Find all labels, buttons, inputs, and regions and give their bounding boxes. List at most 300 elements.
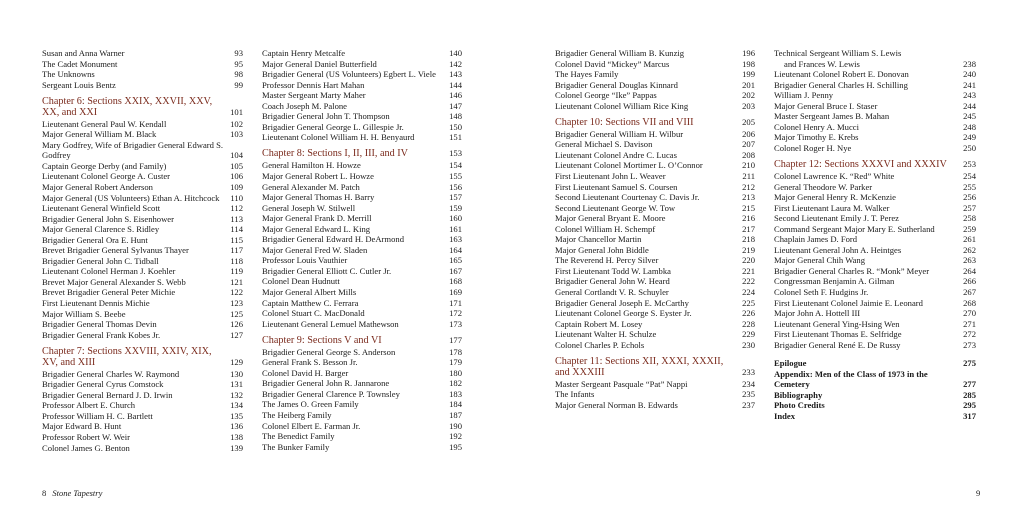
page-number: 221 xyxy=(742,265,755,276)
entry-title: Brigadier General Ora E. Hunt xyxy=(42,234,148,245)
entry-title: Professor Albert E. Church xyxy=(42,400,136,411)
toc-entry xyxy=(42,443,243,454)
page-number: 244 xyxy=(963,100,976,111)
entry-title: Major General Robert Anderson xyxy=(42,181,153,192)
entry-title: Major General Fred W. Sladen xyxy=(262,244,368,255)
entry-title: Brevet Brigadier General Peter Michie xyxy=(42,287,176,298)
entry-title: The Benedict Family xyxy=(262,431,335,442)
left-page-footer xyxy=(42,488,102,498)
entry-title: Epilogue xyxy=(774,358,807,369)
page-number: 113 xyxy=(230,213,243,224)
page-number: 150 xyxy=(449,121,462,132)
entry-title: Mary Godfrey, Wife of Brigadier General Edward S. Godfrey xyxy=(42,139,224,161)
toc-entry xyxy=(555,48,755,59)
entry-title: Colonel Stuart C. MacDonald xyxy=(262,308,365,319)
page-number: 151 xyxy=(449,132,462,143)
page-number: 169 xyxy=(449,286,462,297)
toc-entry xyxy=(42,256,243,267)
spacer xyxy=(774,350,976,358)
entry-title: General Michael S. Davison xyxy=(555,139,653,150)
page-number: 171 xyxy=(449,297,462,308)
entry-title: Brigadier General William H. Wilbur xyxy=(555,128,684,139)
toc-entry xyxy=(555,340,755,351)
page-number: 161 xyxy=(449,223,462,234)
entry-title: Brigadier General John T. Thompson xyxy=(262,111,390,122)
entry-title: Brigadier General (US Volunteers) Egbert L. Viele xyxy=(262,69,436,80)
chapter-title: Chapter 7: Sections XXVIII, XXIV, XIX, XV, and XIII xyxy=(42,345,212,368)
right-page-number: 9 xyxy=(976,488,981,498)
page-number: 164 xyxy=(449,244,462,255)
page-number: 237 xyxy=(742,399,755,410)
entry-title: First Lieutenant Colonel Jaimie E. Leonard xyxy=(774,297,923,308)
entry-title: The Infants xyxy=(555,389,595,400)
page-number: 206 xyxy=(742,128,755,139)
toc-entry xyxy=(262,255,462,266)
entry-title: Brigadier General Bernard J. D. Irwin xyxy=(42,389,173,400)
toc-entry xyxy=(262,319,462,330)
entry-title: Brigadier General Charles H. Schilling xyxy=(774,79,908,90)
entry-title: Professor Louis Vauthier xyxy=(262,255,348,266)
page-number: 110 xyxy=(230,192,243,203)
entry-title: General Frank S. Besson Jr. xyxy=(262,357,358,368)
entry-title: General Joseph W. Stilwell xyxy=(262,202,356,213)
page-number: 157 xyxy=(449,192,462,203)
entry-title: Brevet Major General Alexander S. Webb xyxy=(42,276,186,287)
entry-title: The Bunker Family xyxy=(262,441,330,452)
entry-title: Brigadier General Douglas Kinnard xyxy=(555,79,678,90)
page-number: 295 xyxy=(963,400,976,411)
entry-title: Lieutenant Walter H. Schulze xyxy=(555,329,657,340)
page-number: 226 xyxy=(742,308,755,319)
page-number: 205 xyxy=(742,116,755,127)
entry-title: Brigadier General William B. Kunzig xyxy=(555,48,685,58)
toc-entry xyxy=(555,400,755,411)
page-number: 99 xyxy=(234,79,243,90)
toc-entry xyxy=(262,69,462,80)
chapter-heading xyxy=(555,117,755,128)
toc-entry xyxy=(42,80,243,91)
toc-entry xyxy=(262,234,462,245)
page-number: 254 xyxy=(963,170,976,181)
toc-entry xyxy=(555,245,755,256)
page-number: 195 xyxy=(449,441,462,452)
entry-title: Chaplain James D. Ford xyxy=(774,234,858,245)
chapter-title: Chapter 6: Sections XXIX, XXVII, XXV, XX, and XXI xyxy=(42,95,213,118)
entry-title: Brigadier General Joseph E. McCarthy xyxy=(555,297,689,308)
left-page-number: 8 xyxy=(42,488,47,498)
page-number: 271 xyxy=(963,318,976,329)
toc-entry xyxy=(774,101,976,112)
toc-entry xyxy=(42,277,243,288)
entry-title: Brigadier General Cyrus Comstock xyxy=(42,379,164,390)
toc-entry xyxy=(555,389,755,400)
page-number: 123 xyxy=(230,297,243,308)
toc-entry xyxy=(262,160,462,171)
entry-title: William J. Penny xyxy=(774,90,834,101)
toc-entry xyxy=(774,276,976,287)
page-number: 202 xyxy=(742,90,755,101)
entry-title: Major John A. Hottell III xyxy=(774,308,861,319)
entry-title: Brigadier General Thomas Devin xyxy=(42,319,157,330)
page-number: 153 xyxy=(449,148,462,159)
page-number: 199 xyxy=(742,69,755,80)
toc-entry xyxy=(774,143,976,154)
entry-title: Bibliography xyxy=(774,389,823,400)
entry-title: Major General Daniel Butterfield xyxy=(262,58,377,69)
entry-title: Brigadier General Charles W. Raymond xyxy=(42,368,180,379)
toc-entry xyxy=(555,171,755,182)
page-number: 207 xyxy=(742,139,755,150)
entry-title: Colonel William H. Schempf xyxy=(555,223,656,234)
toc-entry xyxy=(774,319,976,330)
toc-entry xyxy=(555,80,755,91)
entry-title: Second Lieutenant George W. Tow xyxy=(555,202,676,213)
entry-title: Second Lieutenant Emily J. T. Perez xyxy=(774,213,899,224)
page-number: 156 xyxy=(449,181,462,192)
entry-title: The Heiberg Family xyxy=(262,409,332,420)
entry-title: Major Chancellor Martin xyxy=(555,234,642,245)
toc-entry xyxy=(774,59,976,70)
toc-entry xyxy=(555,59,755,70)
page-number: 228 xyxy=(742,318,755,329)
entry-title: Major General Robert L. Howze xyxy=(262,170,374,181)
page-number: 101 xyxy=(230,106,243,117)
entry-title: Lieutenant Colonel George S. Eyster Jr. xyxy=(555,308,692,319)
toc-entry xyxy=(774,90,976,101)
entry-title: First Lieutenant John L. Weaver xyxy=(555,170,666,181)
toc-entry xyxy=(42,224,243,235)
toc-entry xyxy=(555,129,755,140)
entry-title: Brigadier General Charles R. “Monk” Meyer xyxy=(774,265,930,276)
page-number: 234 xyxy=(742,378,755,389)
toc-entry xyxy=(555,287,755,298)
entry-title: and Frances W. Lewis xyxy=(784,58,860,69)
page-number: 121 xyxy=(230,276,243,287)
entry-title: Major General Chih Wang xyxy=(774,255,866,266)
entry-title: First Lieutenant Laura M. Walker xyxy=(774,202,890,213)
entry-title: Lieutenant Colonel Mortimer L. O’Connor xyxy=(555,160,703,171)
entry-title: The James O. Green Family xyxy=(262,399,359,410)
page-number: 106 xyxy=(230,171,243,182)
toc-entry xyxy=(262,122,462,133)
toc-entry xyxy=(42,129,243,140)
page-number: 272 xyxy=(963,329,976,340)
chapter-heading xyxy=(774,159,976,170)
toc-entry xyxy=(774,213,976,224)
page-number: 263 xyxy=(963,255,976,266)
toc-entry xyxy=(262,203,462,214)
toc-entry xyxy=(555,319,755,330)
toc-entry xyxy=(555,234,755,245)
toc-entry xyxy=(555,182,755,193)
entry-title: Captain George Derby (and Family) xyxy=(42,160,167,171)
page-number: 154 xyxy=(449,160,462,171)
toc-entry xyxy=(774,390,976,401)
page-number: 178 xyxy=(449,346,462,357)
entry-title: Brigadier General John C. Tidball xyxy=(42,255,159,266)
toc-entry xyxy=(774,111,976,122)
toc-entry xyxy=(555,160,755,171)
toc-entry xyxy=(774,224,976,235)
entry-title: Colonel James G. Benton xyxy=(42,442,130,453)
right-page-footer xyxy=(976,488,980,498)
entry-title: Master Sergeant Pasquale “Pat” Nappi xyxy=(555,378,688,389)
page-number: 190 xyxy=(449,420,462,431)
toc-entry xyxy=(774,369,976,390)
entry-title: Brigadier General John R. Jannarone xyxy=(262,378,390,389)
entry-title: Lieutenant General Lemuel Mathewson xyxy=(262,318,399,329)
entry-title: Major Timothy E. Krebs xyxy=(774,132,859,143)
page-number: 229 xyxy=(742,329,755,340)
page-number: 264 xyxy=(963,265,976,276)
page-number: 261 xyxy=(963,234,976,245)
entry-title: Major General Frank D. Merrill xyxy=(262,213,372,224)
page-number: 253 xyxy=(963,158,976,169)
entry-title: General Cortlandt V. R. Schuyler xyxy=(555,286,669,297)
page-number: 183 xyxy=(449,388,462,399)
toc-entry xyxy=(42,235,243,246)
page-number: 192 xyxy=(449,431,462,442)
entry-title: Colonel Elbert E. Farman Jr. xyxy=(262,420,361,431)
chapter-title: Chapter 10: Sections VII and VIII xyxy=(555,116,694,128)
entry-title: Brigadier General René E. De Russy xyxy=(774,339,901,350)
entry-title: Lieutenant Colonel George A. Custer xyxy=(42,171,171,182)
entry-title: First Lieutenant Todd W. Lambka xyxy=(555,265,671,276)
toc-entry xyxy=(774,255,976,266)
entry-title: Index xyxy=(774,411,796,421)
page-number: 119 xyxy=(230,266,243,277)
page-number: 131 xyxy=(230,379,243,390)
page-number: 218 xyxy=(742,234,755,245)
entry-title: Captain Matthew C. Ferrara xyxy=(262,297,359,308)
page-number: 112 xyxy=(230,203,243,214)
page-number: 114 xyxy=(230,224,243,235)
entry-title: Professor William H. C. Bartlett xyxy=(42,410,153,421)
toc-entry xyxy=(262,213,462,224)
entry-title: Appendix: Men of the Class of 1973 in the Cemetery xyxy=(774,368,928,390)
page-number: 126 xyxy=(230,319,243,330)
page-number: 255 xyxy=(963,181,976,192)
page-number: 256 xyxy=(963,192,976,203)
page-number: 219 xyxy=(742,244,755,255)
toc-entry xyxy=(774,48,976,59)
entry-title: Photo Credits xyxy=(774,400,825,411)
entry-title: Professor Dennis Hart Mahan xyxy=(262,79,365,90)
entry-title: Captain Henry Metcalfe xyxy=(262,48,346,58)
page-number: 257 xyxy=(963,202,976,213)
chapter-title: Chapter 8: Sections I, II, III, and IV xyxy=(262,148,408,160)
page-number: 220 xyxy=(742,255,755,266)
entry-title: First Lieutenant Dennis Michie xyxy=(42,297,150,308)
page-number: 270 xyxy=(963,308,976,319)
toc-column-4 xyxy=(774,48,976,422)
toc-entry xyxy=(42,330,243,341)
entry-title: Congressman Benjamin A. Gilman xyxy=(774,276,895,287)
entry-title: Susan and Anna Warner xyxy=(42,48,125,58)
toc-entry xyxy=(774,411,976,422)
toc-entry xyxy=(42,379,243,390)
running-title: Stone Tapestry xyxy=(52,488,103,498)
toc-entry xyxy=(262,357,462,368)
page-number: 250 xyxy=(963,142,976,153)
toc-entry xyxy=(262,298,462,309)
page-number: 317 xyxy=(963,411,976,421)
page-number: 201 xyxy=(742,79,755,90)
entry-title: Brigadier General George S. Anderson xyxy=(262,346,396,357)
toc-entry xyxy=(262,182,462,193)
entry-title: Second Lieutenant Courtenay C. Davis Jr. xyxy=(555,192,700,203)
toc-entry xyxy=(42,119,243,130)
toc-entry xyxy=(774,298,976,309)
page-number: 268 xyxy=(963,297,976,308)
page-number: 142 xyxy=(449,58,462,69)
page-number: 136 xyxy=(230,421,243,432)
toc-entry xyxy=(262,347,462,358)
page-number: 249 xyxy=(963,132,976,143)
toc-entry xyxy=(774,400,976,411)
page-number: 230 xyxy=(742,339,755,350)
page-number: 134 xyxy=(230,400,243,411)
entry-title: Colonel David H. Barger xyxy=(262,367,349,378)
entry-title: Major General Bryant E. Moore xyxy=(555,213,666,224)
entry-title: Technical Sergeant William S. Lewis xyxy=(774,48,902,58)
toc-entry xyxy=(42,182,243,193)
toc-entry xyxy=(555,203,755,214)
entry-title: Lieutenant Colonel William H. H. Benyaurd xyxy=(262,132,415,143)
entry-title: Lieutenant Colonel Robert E. Donovan xyxy=(774,69,909,80)
page-number: 132 xyxy=(230,389,243,400)
toc-entry xyxy=(774,266,976,277)
chapter-title: Chapter 11: Sections XII, XXXI, XXXII, and XXXIII xyxy=(555,355,724,378)
chapter-title: Chapter 9: Sections V and VI xyxy=(262,334,382,346)
entry-title: Lieutenant General John A. Heintges xyxy=(774,244,902,255)
toc-entry xyxy=(555,276,755,287)
page-number: 115 xyxy=(230,234,243,245)
page-number: 213 xyxy=(742,192,755,203)
page-number: 224 xyxy=(742,286,755,297)
toc-entry xyxy=(774,69,976,80)
entry-title: Captain Robert M. Losey xyxy=(555,318,643,329)
toc-entry xyxy=(42,287,243,298)
page-number: 165 xyxy=(449,255,462,266)
toc-entry xyxy=(42,140,243,161)
entry-title: Major General (US Volunteers) Ethan A. Hitchcock xyxy=(42,192,220,203)
entry-title: Major General Clarence S. Ridley xyxy=(42,224,160,235)
page-number: 210 xyxy=(742,160,755,171)
toc-column-1 xyxy=(42,48,243,453)
page-number: 163 xyxy=(449,234,462,245)
toc-entry xyxy=(262,80,462,91)
toc-entry xyxy=(555,255,755,266)
entry-title: Brigadier General Elliott C. Cutler Jr. xyxy=(262,265,392,276)
page-number: 216 xyxy=(742,213,755,224)
toc-entry xyxy=(262,266,462,277)
entry-title: Colonel Seth F. Hudgins Jr. xyxy=(774,286,869,297)
entry-title: Lieutenant Colonel Herman J. Koehler xyxy=(42,266,176,277)
toc-entry xyxy=(42,369,243,380)
toc-entry xyxy=(42,309,243,320)
page-number: 277 xyxy=(963,379,976,390)
page-number: 139 xyxy=(230,442,243,453)
toc-entry xyxy=(262,442,462,453)
page-number: 144 xyxy=(449,79,462,90)
entry-title: First Lieutenant Thomas E. Selfridge xyxy=(774,329,902,340)
entry-title: Master Sergeant Marty Maher xyxy=(262,90,366,101)
toc-entry xyxy=(774,132,976,143)
entry-title: Major Edward B. Hunt xyxy=(42,421,122,432)
page-number: 275 xyxy=(963,358,976,369)
page-number: 138 xyxy=(230,431,243,442)
page-number: 168 xyxy=(449,276,462,287)
toc-entry xyxy=(42,193,243,204)
chapter-heading xyxy=(42,346,243,368)
entry-title: Major General Edward L. King xyxy=(262,223,371,234)
page-number: 273 xyxy=(963,339,976,350)
page-number: 122 xyxy=(230,287,243,298)
toc-entry xyxy=(555,150,755,161)
toc-entry xyxy=(262,389,462,400)
toc-entry xyxy=(555,224,755,235)
entry-title: Major General William M. Black xyxy=(42,129,157,140)
entry-title: Master Sergeant James B. Mahan xyxy=(774,111,890,122)
entry-title: General Hamilton H. Howze xyxy=(262,160,361,171)
entry-title: Lieutenant General Ying-Hsing Wen xyxy=(774,318,900,329)
page-number: 105 xyxy=(230,160,243,171)
page-number: 285 xyxy=(963,389,976,400)
chapter-title: Chapter 12: Sections XXXVI and XXXIV xyxy=(774,158,947,170)
page-number: 225 xyxy=(742,297,755,308)
page-number: 211 xyxy=(742,170,755,181)
entry-title: First Lieutenant Samuel S. Coursen xyxy=(555,181,678,192)
toc-entry xyxy=(42,432,243,443)
toc-entry xyxy=(262,90,462,101)
toc-entry xyxy=(42,411,243,422)
page-number: 102 xyxy=(230,118,243,129)
entry-title: Brevet Brigadier General Sylvanus Thayer xyxy=(42,245,189,256)
toc-entry xyxy=(262,101,462,112)
page-number: 109 xyxy=(230,181,243,192)
toc-entry xyxy=(42,266,243,277)
page-number: 203 xyxy=(742,100,755,111)
page-number: 243 xyxy=(963,90,976,101)
page-number: 212 xyxy=(742,181,755,192)
toc-entry xyxy=(262,287,462,298)
toc-entry xyxy=(555,101,755,112)
page-number: 140 xyxy=(449,48,462,58)
toc-entry xyxy=(555,266,755,277)
toc-entry xyxy=(774,340,976,351)
page-number: 172 xyxy=(449,308,462,319)
toc-entry xyxy=(42,171,243,182)
page-number: 215 xyxy=(742,202,755,213)
toc-entry xyxy=(774,122,976,133)
page-number: 146 xyxy=(449,90,462,101)
page-number: 222 xyxy=(742,276,755,287)
entry-title: Command Sergeant Major Mary E. Sutherland xyxy=(774,223,935,234)
page-number: 241 xyxy=(963,79,976,90)
entry-title: The Unknowns xyxy=(42,69,95,80)
entry-title: Brigadier General Clarence P. Townsley xyxy=(262,388,400,399)
page-number: 125 xyxy=(230,308,243,319)
toc-entry xyxy=(262,192,462,203)
entry-title: Colonel David “Mickey” Marcus xyxy=(555,58,670,69)
toc-entry xyxy=(555,329,755,340)
page-number: 130 xyxy=(230,368,243,379)
toc-entry xyxy=(262,111,462,122)
entry-title: Brigadier General John W. Heard xyxy=(555,276,670,287)
toc-entry xyxy=(774,287,976,298)
toc-entry xyxy=(262,245,462,256)
